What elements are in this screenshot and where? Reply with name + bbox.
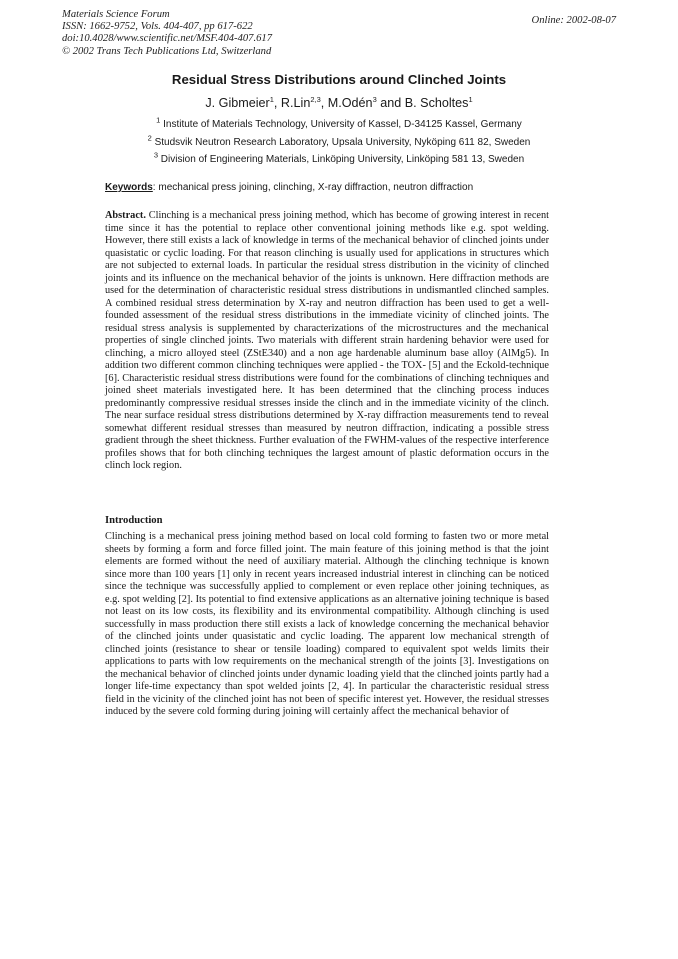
journal-header (62, 9, 392, 58)
introduction-paragraph: Clinching is a mechanical press joining method based on local cold forming to fasten two or more metal sheets by forming a form and force filled joint. The main feature of this joining method is that the joint elements are formed without the need of auxiliary material. Although the clinching technique is known since more than 100 years [1] only in recent years increased industrial interest in clinching can be noticed since the technique was successfully applied to complement or even replace other joining techniques, as e.g. spot welding [2]. Its potential to find extensive applications as an alternative joining technique is based not least on its low costs, its flexibility and its environmental compatibility. Although clinching is used successfully in mass production there still exists a lack of knowledge concerning the mechanical behavior of the clinched joints under quasistatic and cyclic loading. The apparent low mechanical strength of clinched joints (resistance to shear or tensile loading) compared to equivalent spot welds limits their applications to parts with low requirements on the mechanical strength of the joints [3]. Investigations on the mechanical behavior of clinched joints under dynamic loading yield that the clinched joints partly had a longer life-time expectancy than spot welded joints [2, 4]. In particular the characteristic residual stress field in the vicinity of the clinched joint has not been of specific interest yet. However, the residual stresses induced by the severe cold forming during joining will certainly affect the mechanical behavior of (105, 531, 549, 717)
author-name: J. Gibmeier (205, 96, 270, 110)
author-separator: , (273, 96, 281, 110)
affiliation-2 (0, 133, 678, 148)
abstract-label: Abstract. (105, 210, 146, 221)
author-separator: , (320, 96, 328, 110)
author-separator: and (376, 96, 405, 110)
author-affiliation-mark: 3 (372, 94, 377, 104)
affiliation-text: Institute of Materials Technology, University of Kassel, D-34125 Kassel, Germany (163, 119, 522, 130)
introduction-heading: Introduction (105, 515, 163, 526)
affiliation-number: 3 (153, 150, 159, 160)
doi-line[interactable]: doi:10.4028/www.scientific.net/MSF.404-407.617 (62, 33, 272, 45)
affiliation-number: 2 (147, 133, 152, 143)
abstract-paragraph (105, 210, 549, 473)
affiliation-1 (0, 115, 678, 130)
keywords-colon: : (152, 182, 159, 193)
author-name: R.Lin (280, 96, 311, 110)
author-affiliation-mark: 2,3 (310, 94, 321, 104)
affiliation-text: Studsvik Neutron Research Laboratory, Upsala University, Nyköping 611 82, Sweden (154, 137, 531, 148)
issn-line: ISSN: 1662-9752, Vols. 404-407, pp 617-622 (62, 21, 253, 33)
author-affiliation-mark: 1 (468, 94, 473, 104)
keywords-line (105, 182, 473, 193)
copyright-line: © 2002 Trans Tech Publications Ltd, Switzerland (62, 45, 272, 57)
affiliation-text: Division of Engineering Materials, Linköping University, Linköping 581 13, Sweden (160, 154, 525, 165)
abstract-text: Clinching is a mechanical press joining method, which has become of growing interest in recent time since it has the potential to replace other conventional joining methods like e.g. spot welding. However, there still exists a lack of knowledge in terms of the mechanical behavior of clinched joints under quasistatic or cyclic loading. For that reason clinching is usually used for applications in structures which are not subjected to external loads. In particular the residual stress distribution in the vicinity of clinched joints and its influence on the mechanical behavior of the joints is unknown. Here diffraction methods are used for the determination of characteristic residual stress distributions in undismantled clinched samples. A combined residual stress determination by X-ray and neutron diffraction has been used to get a well-founded assessment of the residual stress distributions in the immediate vicinity of clinched joints. The residual stress analysis is supplemented by characterizations of the microstructures and the mechanical properties of single clinched joints. Two materials with different strain hardening behavior were used for clinching, a micro alloyed steel (ZStE340) and a non age hardenable aluminum base alloy (AlMg5). In addition two different common clinching techniques were applied - the TOX- [5] and the Eckold-technique [6]. Characteristic residual stress distributions were found for the combinations of clinching techniques and joined sheet materials investigated here. It has been determined that the clinching process induces predominantly compressive residual stresses inside the clinch and in the immediate vicinity of the clinch. The near surface residual stress distributions determined by X-ray diffraction measurements tend to reveal somewhat different residual stresses than measured by neutron diffraction, indicating a possible stress gradient through the sheet thickness. Further evaluation of the FWHM-values of the respective interference profiles shows that for both clinching techniques the largest amount of plastic deformation occurs in the clinch lock region. (105, 210, 549, 471)
author-affiliation-mark: 1 (269, 94, 274, 104)
author-list (0, 96, 678, 110)
author-name: M.Odén (327, 96, 373, 110)
online-date: Online: 2002-08-07 (531, 15, 616, 26)
affiliation-3 (0, 150, 678, 165)
keywords-label: Keywords (105, 182, 153, 193)
paper-title: Residual Stress Distributions around Clinched Joints (171, 72, 507, 87)
journal-name: Materials Science Forum (62, 9, 170, 20)
author-name: B. Scholtes (404, 96, 469, 110)
affiliation-number: 1 (156, 115, 161, 125)
keywords-text: mechanical press joining, clinching, X-ray diffraction, neutron diffraction (158, 182, 474, 193)
